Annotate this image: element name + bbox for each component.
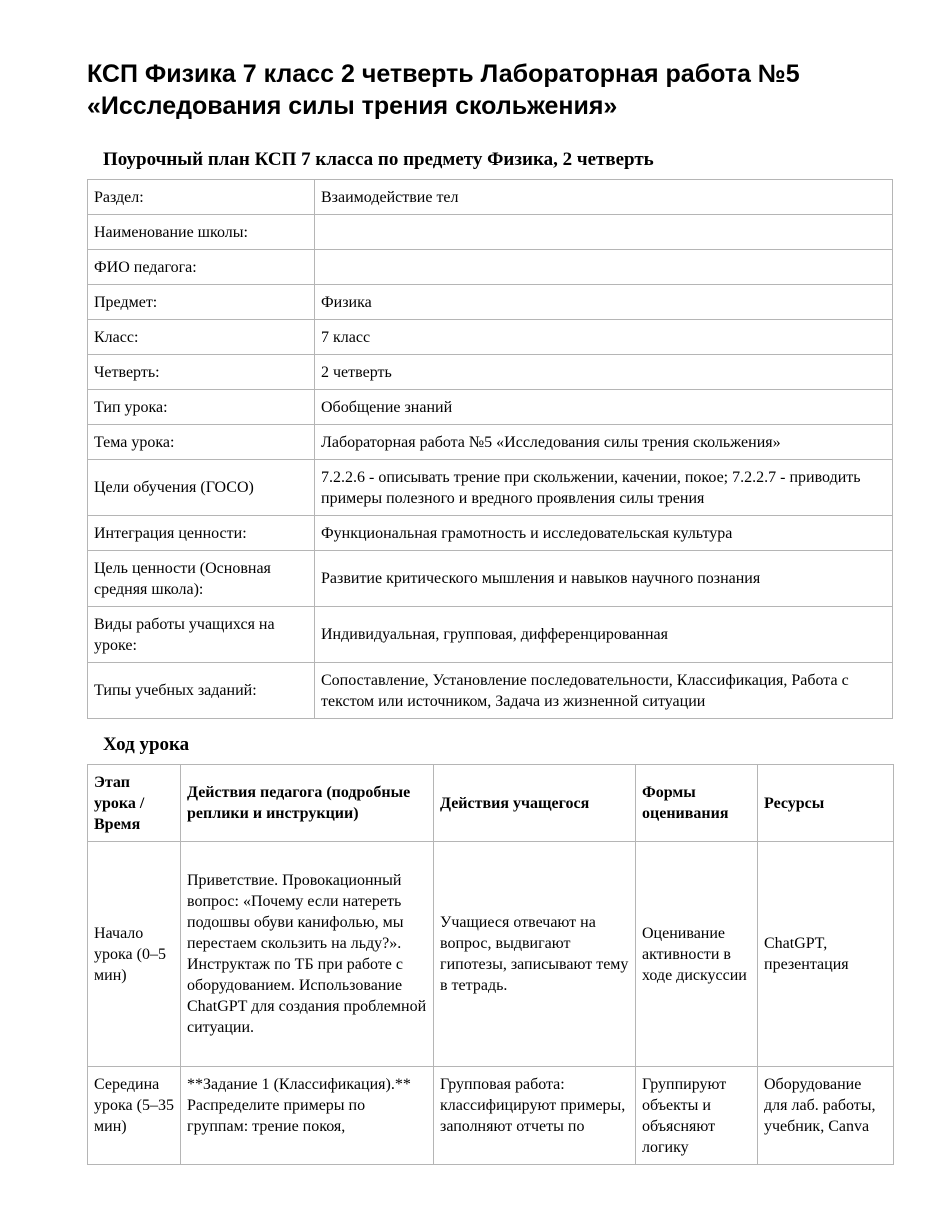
- plan-heading: Поурочный план КСП 7 класса по предмету Физика, 2 четверть: [103, 149, 654, 170]
- info-label: Виды работы учащихся на уроке:: [88, 607, 315, 663]
- info-value: Взаимодействие тел: [315, 180, 893, 215]
- info-row: [88, 460, 893, 516]
- lesson-row: [88, 1067, 894, 1165]
- info-value: [315, 215, 893, 250]
- info-value: 2 четверть: [315, 355, 893, 390]
- lesson-stage: Середина урока (5–35 мин): [88, 1067, 181, 1165]
- info-label: ФИО педагога:: [88, 250, 315, 285]
- info-label: Наименование школы:: [88, 215, 315, 250]
- info-label: Класс:: [88, 320, 315, 355]
- info-row: [88, 285, 893, 320]
- info-row: [88, 425, 893, 460]
- info-row: [88, 355, 893, 390]
- info-value: Индивидуальная, групповая, дифференцированная: [315, 607, 893, 663]
- header-resources: Ресурсы: [758, 765, 894, 842]
- info-label: Интеграция ценности:: [88, 516, 315, 551]
- title-line-2: «Исследования силы трения скольжения»: [87, 92, 618, 120]
- lesson-header-row: [88, 765, 894, 842]
- info-value: [315, 250, 893, 285]
- lesson-assessment: Группируют объекты и объясняют логику: [636, 1067, 758, 1165]
- lesson-student-actions: Групповая работа: классифицируют примеры, заполняют отчеты по: [434, 1067, 636, 1165]
- header-assessment: Формы оценивания: [636, 765, 758, 842]
- lesson-info-table: [87, 179, 893, 719]
- info-label: Типы учебных заданий:: [88, 663, 315, 719]
- info-value: 7 класс: [315, 320, 893, 355]
- lesson-stage: Начало урока (0–5 мин): [88, 842, 181, 1067]
- info-value: Обобщение знаний: [315, 390, 893, 425]
- lesson-resources: Оборудование для лаб. работы, учебник, Canva: [758, 1067, 894, 1165]
- info-label: Тип урока:: [88, 390, 315, 425]
- header-teacher-actions: Действия педагога (подробные реплики и инструкции): [181, 765, 434, 842]
- header-stage: Этап урока / Время: [88, 765, 181, 842]
- info-row: [88, 551, 893, 607]
- lesson-course-table: [87, 764, 894, 1165]
- info-label: Предмет:: [88, 285, 315, 320]
- info-label: Цель ценности (Основная средняя школа):: [88, 551, 315, 607]
- info-value: Сопоставление, Установление последовательности, Классификация, Работа с текстом или источником, Задача из жизненной ситуации: [315, 663, 893, 719]
- info-row: [88, 215, 893, 250]
- info-label: Цели обучения (ГОСО): [88, 460, 315, 516]
- lesson-teacher-actions: **Задание 1 (Классификация).** Распределите примеры по группам: трение покоя,: [181, 1067, 434, 1165]
- lesson-row: [88, 842, 894, 1067]
- info-row: [88, 516, 893, 551]
- lesson-student-actions: Учащиеся отвечают на вопрос, выдвигают гипотезы, записывают тему в тетрадь.: [434, 842, 636, 1067]
- info-row: [88, 663, 893, 719]
- title-line-1: КСП Физика 7 класс 2 четверть Лабораторная работа №5: [87, 60, 800, 88]
- info-row: [88, 250, 893, 285]
- info-row: [88, 607, 893, 663]
- info-value: Физика: [315, 285, 893, 320]
- info-label: Тема урока:: [88, 425, 315, 460]
- header-student-actions: Действия учащегося: [434, 765, 636, 842]
- course-heading: Ход урока: [103, 734, 190, 755]
- info-row: [88, 180, 893, 215]
- lesson-assessment: Оценивание активности в ходе дискуссии: [636, 842, 758, 1067]
- info-row: [88, 390, 893, 425]
- lesson-teacher-actions: Приветствие. Провокационный вопрос: «Почему если натереть подошвы обуви канифолью, мы перестаем скользить на льду?». Инструктаж по ТБ при работе с оборудованием. Использование ChatGPT для создания проблемной ситуации.: [181, 842, 434, 1067]
- info-value: 7.2.2.6 - описывать трение при скольжении, качении, покое; 7.2.2.7 - приводить примеры полезного и вредного проявления силы трения: [315, 460, 893, 516]
- lesson-resources: ChatGPT, презентация: [758, 842, 894, 1067]
- info-value: Развитие критического мышления и навыков научного познания: [315, 551, 893, 607]
- info-label: Раздел:: [88, 180, 315, 215]
- document-title: [87, 58, 907, 122]
- info-value: Лабораторная работа №5 «Исследования силы трения скольжения»: [315, 425, 893, 460]
- info-label: Четверть:: [88, 355, 315, 390]
- info-row: [88, 320, 893, 355]
- info-value: Функциональная грамотность и исследовательская культура: [315, 516, 893, 551]
